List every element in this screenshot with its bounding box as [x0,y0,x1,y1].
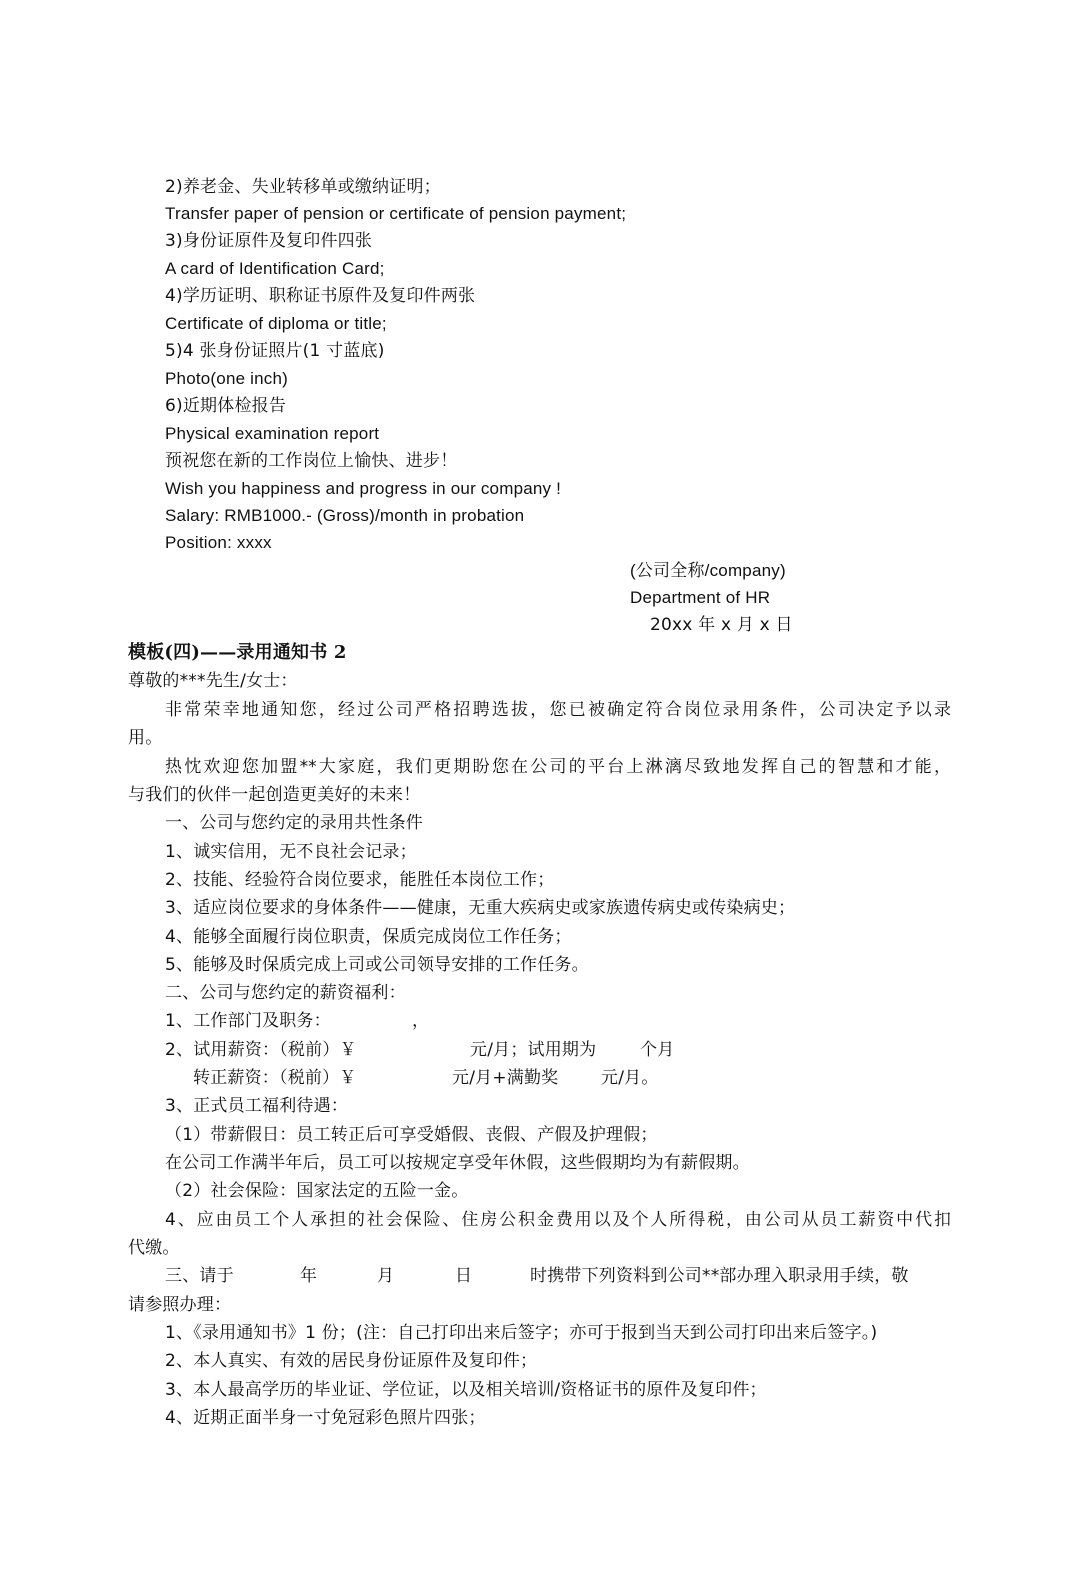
section-heading-3-start: 三、请于 [165,1266,234,1286]
material-item-4: 4、近期正面半身一寸免冠彩色照片四张； [165,1408,486,1428]
paid-leave-item: （1）带薪假日：员工转正后可享受婚假、丧假、产假及护理假； [165,1125,658,1145]
list-item-diploma-en: Certificate of diploma or title; [165,314,387,333]
probation-period-unit: 个月 [640,1040,675,1060]
greeting: 尊敬的***先生/女士： [128,671,298,691]
paragraph-1-end: 用。 [128,728,163,748]
list-item-photo-en: Photo(one inch) [165,369,289,388]
section-heading-3-rest: 时携带下列资料到公司**部办理入职录用手续，敬 [530,1266,909,1286]
benefits-heading: 3、正式员工福利待遇： [165,1096,349,1116]
probation-salary-unit: 元/月；试用期为 [470,1040,597,1060]
report-month-label: 月 [377,1266,395,1286]
section-heading-1: 一、公司与您约定的录用共性条件 [165,813,423,833]
regular-salary-label: 转正薪资：（税前）￥ [193,1068,357,1088]
signature-date: 20xx 年 x 月 x 日 [650,615,793,635]
list-item-physical: 6)近期体检报告 [165,396,287,416]
annual-leave-line: 在公司工作满半年后，员工可以按规定享受年休假，这些假期均为有薪假期。 [165,1153,750,1173]
department-position-label: 1、工作部门及职务： [165,1011,331,1031]
section-heading-2: 二、公司与您约定的薪资福利： [165,983,406,1003]
position-line: Position: xxxx [165,533,272,552]
paragraph-2: 热忱欢迎您加盟**大家庭，我们更期盼您在公司的平台上淋漓尽致地发挥自己的智慧和才能， [165,757,951,777]
wish-line-en: Wish you happiness and progress in our company ! [165,479,562,498]
regular-salary-unit: 元/月+满勤奖 [452,1068,559,1088]
paragraph-1: 非常荣幸地通知您，经过公司严格招聘选拔，您已被确定符合岗位录用条件，公司决定予以录 [165,700,951,720]
material-item-1: 1、《录用通知书》1 份；(注：自己打印出来后签字；亦可于报到当天到公司打印出来后签字。) [165,1323,878,1343]
social-insurance-item: （2）社会保险：国家法定的五险一金。 [165,1181,469,1201]
paragraph-2-end: 与我们的伙伴一起创造更美好的未来！ [128,785,421,805]
department-position-comma: ， [412,1011,430,1031]
attendance-bonus-unit: 元/月。 [601,1068,659,1088]
salary-line: Salary: RMB1000.- (Gross)/month in probation [165,506,525,525]
list-item-id-card: 3)身份证原件及复印件四张 [165,231,373,251]
list-item-photo: 5)4 张身份证照片(1 寸蓝底) [165,341,385,361]
section-title: 模板(四)——录用通知书 2 [128,642,347,663]
list-item-pension-en: Transfer paper of pension or certificate of pension payment; [165,204,627,223]
withholding-paragraph-end: 代缴。 [128,1238,180,1258]
wish-line: 预祝您在新的工作岗位上愉快、进步！ [165,451,458,471]
report-day-label: 日 [455,1266,473,1286]
list-item-diploma: 4)学历证明、职称证书原件及复印件两张 [165,286,476,306]
withholding-paragraph: 4、应由员工个人承担的社会保险、住房公积金费用以及个人所得税，由公司从员工薪资中代扣 [165,1210,951,1230]
probation-salary-label: 2、试用薪资：（税前）￥ [165,1040,357,1060]
signature-company: (公司全称/company) [630,561,786,580]
material-item-3: 3、本人最高学历的毕业证、学位证，以及相关培训/资格证书的原件及复印件； [165,1380,767,1400]
material-item-2: 2、本人真实、有效的居民身份证原件及复印件； [165,1351,538,1371]
condition-item-3: 3、适应岗位要求的身体条件——健康，无重大疾病史或家族遗传病史或传染病史； [165,898,796,918]
condition-item-2: 2、技能、经验符合岗位要求，能胜任本岗位工作； [165,870,555,890]
signature-department: Department of HR [630,588,771,607]
list-item-pension: 2)养老金、失业转移单或缴纳证明； [165,177,441,197]
section-heading-3-end: 请参照办理： [128,1295,232,1315]
condition-item-4: 4、能够全面履行岗位职责，保质完成岗位工作任务； [165,927,572,947]
list-item-physical-en: Physical examination report [165,424,380,443]
report-year-label: 年 [300,1266,318,1286]
list-item-id-card-en: A card of Identification Card; [165,259,385,278]
condition-item-1: 1、诚实信用，无不良社会记录； [165,842,417,862]
condition-item-5: 5、能够及时保质完成上司或公司领导安排的工作任务。 [165,955,589,975]
